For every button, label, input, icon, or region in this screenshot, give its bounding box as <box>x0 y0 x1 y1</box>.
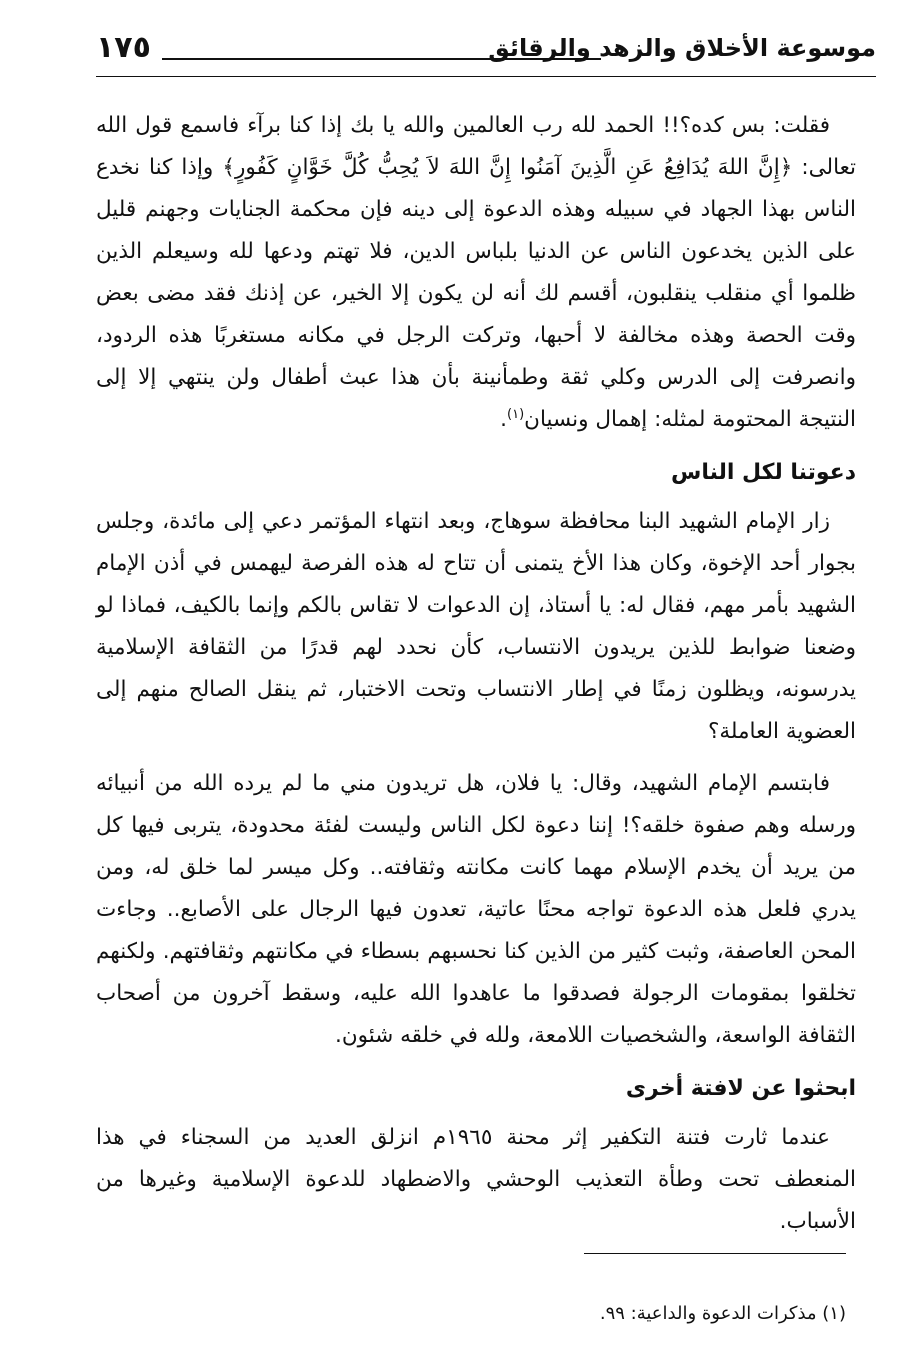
page-body <box>96 105 856 1243</box>
paragraph-spacer <box>96 753 856 763</box>
paragraph-text: فقلت: بس كده؟!! الحمد لله رب العالمين والله يا بك إذا كنا برآء فاسمع قول الله تعالى: ﴿إِنَّ اللهَ يُدَافِعُ عَنِ الَّذِينَ آمَنُوا إِنَّ اللهَ لاَ يُحِبُّ كُلَّ خَوَّانٍ كَفُورٍ﴾ وإذا كنا نخدع الناس بهذا الجهاد في سبيله وهذه الدعوة إلى دينه فإن محكمة الجنايات وجهنم قليل على الذين يخدعون الناس عن الدنيا بلباس الدين، فلا تهتم ودعها لله وسيعلم الذين ظلموا أي منقلب ينقلبون، أقسم لك أنه لن يكون إلا الخير، عن إذنك فقد مضى بعض وقت الحصة وهذه مخالفة لا أحبها، وتركت الرجل في مكانه مستغربًا هذه الردود، وانصرفت إلى الدرس وكلي ثقة وطمأنينة بأن هذا عبث أطفال ولن ينتهي إلا إلى النتيجة المحتومة لمثله: إهمال ونسيان <box>96 113 856 432</box>
paragraph: زار الإمام الشهيد البنا محافظة سوهاج، وبعد انتهاء المؤتمر دعي إلى مائدة، وجلس بجوار أحد الإخوة، وكان هذا الأخ يتمنى أن تتاح له هذه الفرصة ليهمس في أذن الإمام الشهيد بأمر مهم، فقال له: يا أستاذ، إن الدعوات لا تقاس بالكم وإنما بالكيف، فماذا لو وضعنا ضوابط للذين يريدون الانتساب، كأن نحدد لهم قدرًا من الثقافة الإسلامية يدرسونه، ويظلون زمنًا في إطار الانتساب وتحت الاختبار، ثم ينقل الصالح منهم إلى العضوية العاملة؟ <box>96 509 856 744</box>
book-title: موسوعة الأخلاق والزهد والرقائق <box>488 34 876 62</box>
section-heading: دعوتنا لكل الناس <box>670 460 856 485</box>
page-number: ١٧٥ <box>96 30 151 65</box>
paragraph: عندما ثارت فتنة التكفير إثر محنة ١٩٦٥م انزلق العديد من السجناء في هذا المنعطف تحت وطأة التعذيب الوحشي والاضطهاد للدعوة الإسلامية وغيرها من الأسباب. <box>96 1125 856 1234</box>
footnote-reference: (١) <box>507 406 525 422</box>
footnote-separator <box>584 1253 846 1254</box>
paragraph-end: . <box>500 407 508 432</box>
footnote: (١) مذكرات الدعوة والداعية: ٩٩. <box>599 1303 846 1324</box>
section-heading: ابحثوا عن لافتة أخرى <box>625 1076 856 1101</box>
paragraph: فابتسم الإمام الشهيد، وقال: يا فلان، هل تريدون مني ما لم يرده الله من أنبيائه ورسله وهم صفوة خلقه؟! إننا دعوة لكل الناس وليست لفئة محدودة، يتربى فيها كل من يريد أن يخدم الإسلام مهما كانت مكانته وثقافته.. وكل ميسر لما خلق له، ومن يدري فلعل هذه الدعوة تواجه محنًا عاتية، تعدون فيها الرجال على الأصابع.. وجاءت المحن العاصفة، وثبت كثير من الذين كنا نحسبهم بسطاء في مكانتهم وثقافتهم. ولكنهم تخلقوا بمقومات الرجولة فصدقوا ما عاهدوا الله عليه، وسقط آخرون من أصحاب الثقافة الواسعة، والشخصيات اللامعة، ولله في خلقه شئون. <box>96 771 856 1048</box>
page-header <box>96 30 876 78</box>
paragraph <box>96 105 856 441</box>
header-divider <box>96 76 876 77</box>
